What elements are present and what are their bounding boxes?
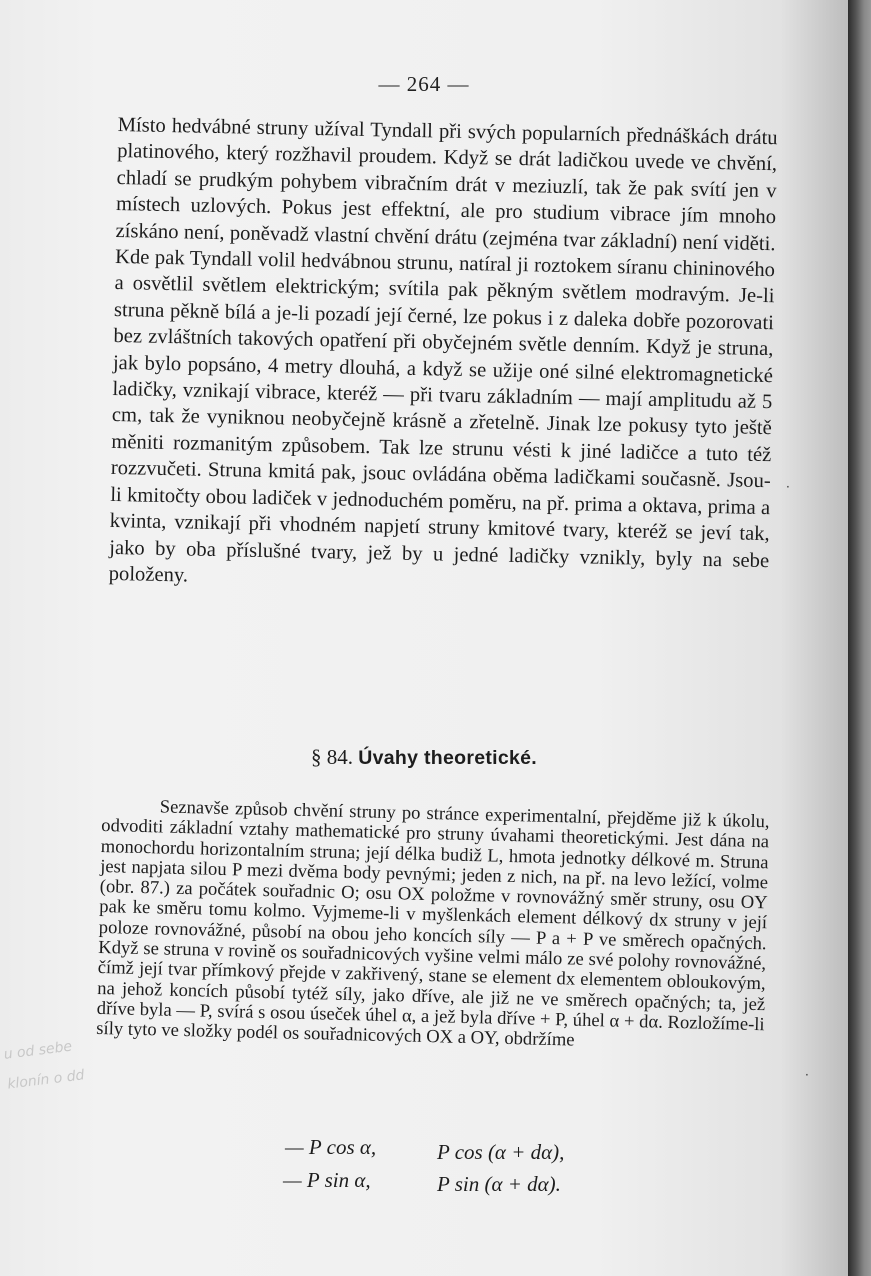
section-number: § 84. <box>310 745 353 769</box>
ink-speck: · <box>786 480 790 494</box>
paragraph-tyndall <box>108 112 777 600</box>
paragraph-theory <box>96 796 770 1056</box>
page-number: — 264 — <box>378 72 470 96</box>
equation-left-top: — P cos α, <box>285 1135 377 1159</box>
equation-right-bottom: P sin (α + dα). <box>437 1172 561 1196</box>
ink-speck: · <box>805 1068 809 1082</box>
section-title: Úvahy theoretické. <box>358 747 538 769</box>
book-edge-shadow <box>848 0 871 1276</box>
handwritten-margin-note: u od sebe klonín o dd <box>2 1038 86 1093</box>
paragraph-2-text: Seznavše způsob chvění struny po stránce experimentalní, přejděme již k úkolu, odvoditi základní vztahy mathematické pro struny úvahami theoretickými. Jest dána na monochordu horizontalním struna; její délka budiž L, hmota jednotky délkové m. Struna jest napjata silou P mezi dvěma body pevnými; jeden z nich, na př. na levo ležící, volme (obr. 87.) za počátek souřadnic O; osu OX položme v rovnovážný směr struny, osu OY pak ke směru tomu kolmo. Vyjmeme-li v myšlenkách element délkový dx struny v její poloze rovnovážné, působí na obou jeho koncích síly — P a + P ve směrech opačných. Když se struna v rovině os souřadnicových vyšine velmi málo ze své polohy rovnovážné, čímž její tvar přímkový přejde v zakřivený, stane se element dx elementem obloukovým, na jehož koncích působí tytéž síly, jako dříve, ale již ne ve směrech opačných; ta, jež dříve byla — P, svírá s osou úseček úhel α, a jež byla dříve + P, úhel α + dα. Rozložíme-li síly tyto ve složky podél os souřadnicových OX a OY, obdržíme <box>96 796 770 1051</box>
equation-right-top: P cos (α + dα), <box>437 1140 565 1164</box>
equation-left-bottom: — P sin α, <box>283 1168 371 1192</box>
paragraph-1-text: Místo hedvábné struny užíval Tyndall při svých popularních přednáškách drátu platinového, který rozžhavil proudem. Když se drát ladičkou uvede ve chvění, chladí se prudkým pohybem vibračním drát v meziuzlí, tak že pak svítí jen v místech uzlových. Pokus jest effektní, ale pro studium vibrace jím mnoho získáno není, poněvadž vlastní chvění drátu (zejména tvar základní) není viděti. Kde pak Tyndall volil hedvábnou strunu, natíral ji roztokem síranu chininového a osvětlil světlem elektrickým; svítila pak pěkným světlem modravým. Je-li struna pěkně bílá a je-li pozadí její černé, lze pokus i z daleka dobře pozorovati bez zvláštních takových opatření při obyčejném světle denním. Když je struna, jak bylo popsáno, 4 metry dlouhá, a když se užije oné silné elektromagnetické ladičky, vznikají vibrace, kteréž — při tvaru základním — mají amplitudu až 5 cm, tak že vyniknou neobyčejně krásně a zřetelně. Jinak lze pokusy tyto ještě měniti rozmanitým způsobem. Tak lze strunu vésti k jiné ladičce a tuto též rozzvučeti. Struna kmitá pak, jsouc ovládána oběma ladičkami současně. Jsou-li kmitočty obou ladiček v jednoduchém poměru, na př. prima a oktava, prima a kvinta, vznikají při vhodném napjetí struny kmitové tvary, kteréž se jeví tak, jako by oba příslušné tvary, jež by u jedné ladičky vznikly, byly na sebe položeny. <box>108 113 778 587</box>
section-heading <box>0 745 848 770</box>
